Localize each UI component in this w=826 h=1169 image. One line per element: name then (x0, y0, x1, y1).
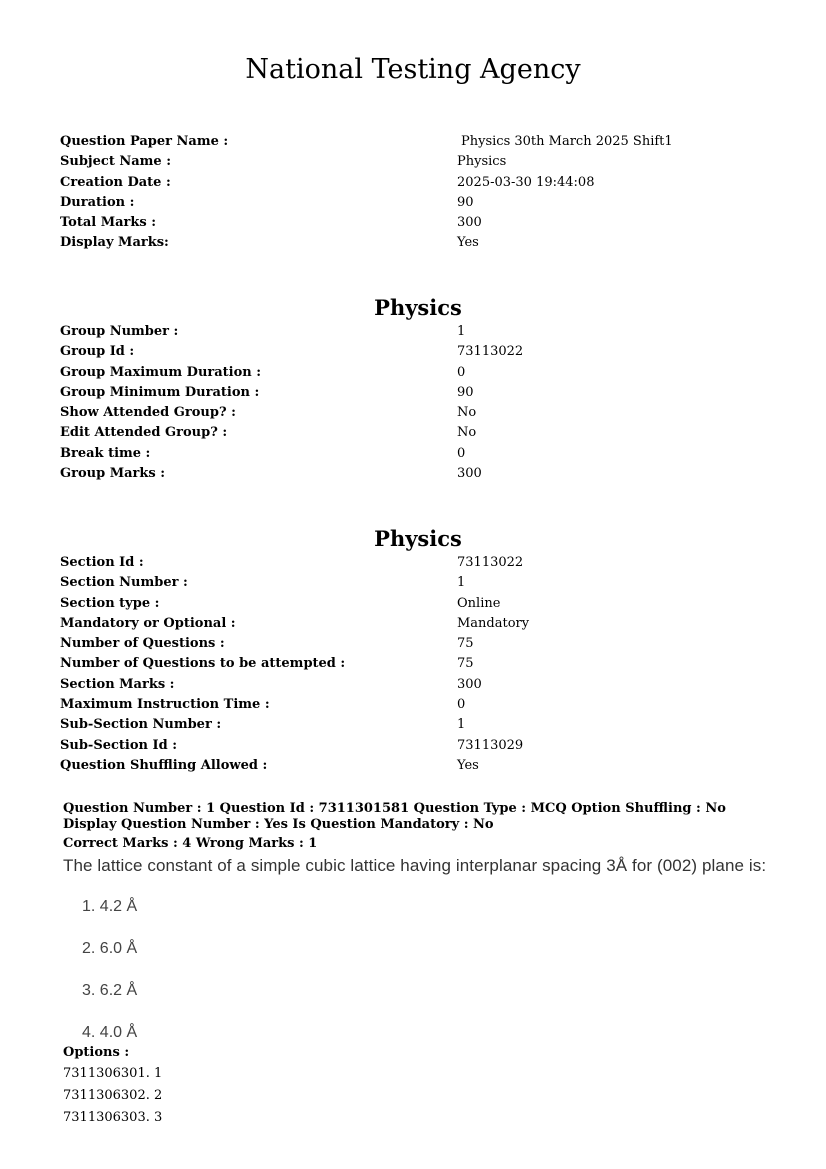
section-row (60, 654, 760, 674)
section-row (60, 594, 760, 614)
answer-choice: 4. 4.0 Å (82, 1024, 138, 1041)
section-value: 75 (457, 636, 474, 652)
section-row (60, 756, 760, 776)
group-row (60, 342, 760, 362)
section-value: 0 (457, 697, 466, 713)
section-row (60, 614, 760, 634)
section-key: Section Id : (60, 555, 144, 570)
section-row (60, 675, 760, 695)
page-title: National Testing Agency (245, 54, 581, 85)
answer-choice: 1. 4.2 Å (82, 898, 138, 915)
paper-row (60, 233, 760, 253)
section-key: Maximum Instruction Time : (60, 697, 270, 713)
group-value: 300 (457, 466, 482, 482)
section-value: 300 (457, 676, 482, 692)
paper-key: Subject Name : (60, 154, 172, 170)
section-value: Online (457, 595, 501, 611)
group-key: Show Attended Group? : (60, 405, 236, 421)
question-meta: Question Number : 1 Question Id : 7311301581 Question Type : MCQ Option Shuffling : No Display Question Number : Yes Is Question Mandatory : No (63, 801, 726, 832)
paper-row (60, 173, 760, 193)
paper-row (60, 132, 760, 152)
group-value: 1 (457, 324, 466, 339)
section-key: Mandatory or Optional : (60, 615, 236, 631)
section-key: Question Shuffling Allowed : (60, 757, 268, 773)
section-value: Yes (457, 757, 479, 773)
group-details (60, 322, 760, 484)
section-value: 75 (457, 656, 474, 672)
paper-value: 2025-03-30 19:44:08 (457, 174, 595, 190)
paper-value: 300 (457, 215, 482, 231)
group-key: Group Marks : (60, 466, 166, 482)
answer-choice: 3. 6.2 Å (82, 982, 138, 999)
section-key: Section type : (60, 595, 160, 611)
section-value: Mandatory (457, 615, 530, 631)
option-id-row: 7311306303. 3 (63, 1110, 163, 1125)
group-value: 73113022 (457, 344, 524, 360)
group-value: 0 (457, 445, 466, 461)
group-value: No (457, 405, 477, 421)
paper-value: Physics (457, 154, 507, 170)
group-key: Edit Attended Group? : (60, 425, 228, 441)
section-row (60, 695, 760, 715)
question-block (63, 801, 763, 851)
options-label: Options : (63, 1045, 130, 1060)
section-value: 73113022 (457, 555, 524, 570)
group-row (60, 403, 760, 423)
group-key: Group Maximum Duration : (60, 364, 262, 380)
section-details (60, 553, 760, 776)
group-key: Group Id : (60, 344, 135, 360)
section-value: 73113029 (457, 737, 524, 753)
section-key: Sub-Section Number : (60, 717, 222, 733)
group-heading: Physics (374, 295, 462, 320)
paper-key: Total Marks : (60, 215, 157, 231)
paper-details (60, 132, 760, 254)
question-text: The lattice constant of a simple cubic lattice having interplanar spacing 3Å for (002) plane is: (63, 856, 767, 875)
group-key: Break time : (60, 445, 151, 461)
group-key: Group Minimum Duration : (60, 384, 260, 400)
section-value: 1 (457, 575, 466, 591)
paper-value: Yes (457, 235, 479, 251)
question-marks: Correct Marks : 4 Wrong Marks : 1 (63, 836, 318, 851)
group-value: 0 (457, 364, 466, 380)
section-row (60, 634, 760, 654)
group-value: No (457, 425, 477, 441)
section-row (60, 715, 760, 735)
section-key: Sub-Section Id : (60, 737, 177, 753)
section-row (60, 553, 760, 573)
group-value: 90 (457, 384, 474, 400)
section-key: Section Number : (60, 575, 188, 591)
paper-key: Display Marks: (60, 235, 169, 251)
paper-row (60, 152, 760, 172)
section-key: Number of Questions to be attempted : (60, 656, 346, 672)
answer-choice: 2. 6.0 Å (82, 940, 138, 957)
section-key: Number of Questions : (60, 636, 225, 652)
option-id-row: 7311306301. 1 (63, 1066, 163, 1081)
paper-row (60, 193, 760, 213)
section-heading: Physics (374, 526, 462, 551)
paper-value: Physics 30th March 2025 Shift1 (461, 134, 673, 149)
paper-key: Creation Date : (60, 174, 171, 190)
paper-key: Question Paper Name : (60, 134, 229, 149)
paper-row (60, 213, 760, 233)
group-row (60, 322, 760, 342)
paper-value: 90 (457, 194, 474, 210)
section-row (60, 573, 760, 593)
paper-key: Duration : (60, 194, 135, 210)
group-key: Group Number : (60, 324, 179, 339)
section-value: 1 (457, 717, 466, 733)
group-row (60, 423, 760, 443)
group-row (60, 444, 760, 464)
group-row (60, 363, 760, 383)
section-row (60, 736, 760, 756)
group-row (60, 383, 760, 403)
option-id-row: 7311306302. 2 (63, 1088, 163, 1103)
group-row (60, 464, 760, 484)
section-key: Section Marks : (60, 676, 175, 692)
